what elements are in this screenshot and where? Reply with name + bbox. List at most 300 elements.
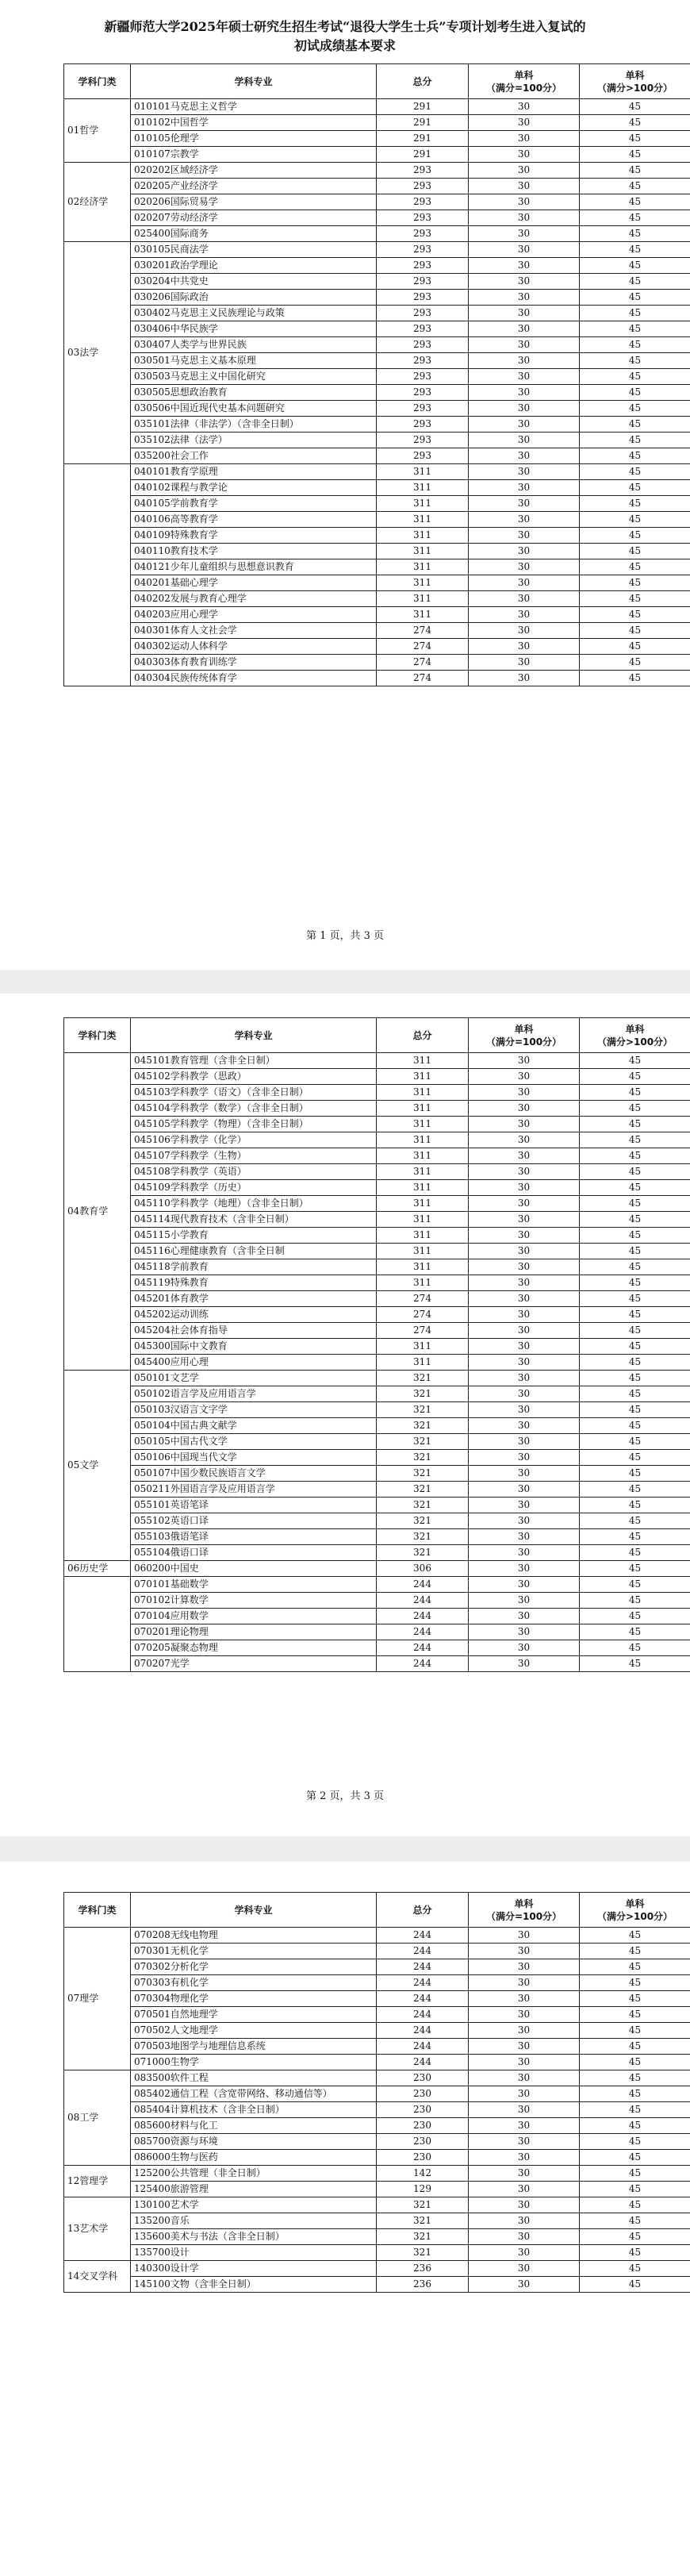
table-row xyxy=(64,1275,690,1291)
total-score-cell: 311 xyxy=(377,1259,469,1275)
category-cell: 05文学 xyxy=(64,1371,131,1561)
total-score-cell: 293 xyxy=(377,433,469,448)
table-row xyxy=(64,2166,690,2182)
total-score-cell: 311 xyxy=(377,1069,469,1085)
major-cell: 045109学科教学（历史） xyxy=(131,1180,377,1196)
header-single-over-100-sub: （满分>100分） xyxy=(596,82,673,94)
major-cell: 040105学前教育学 xyxy=(131,496,377,512)
header-major: 学科专业 xyxy=(131,64,377,99)
single-over-100-score-cell: 45 xyxy=(580,1434,690,1450)
single-over-100-score-cell: 45 xyxy=(580,147,690,163)
table-row xyxy=(64,1991,690,2007)
table-row xyxy=(64,1069,690,1085)
total-score-cell: 311 xyxy=(377,1164,469,1180)
single-100-score-cell: 30 xyxy=(469,2039,580,2055)
single-over-100-score-cell: 45 xyxy=(580,2039,690,2055)
total-score-cell: 311 xyxy=(377,1117,469,1132)
total-score-cell: 293 xyxy=(377,194,469,210)
major-cell: 140300设计学 xyxy=(131,2261,377,2277)
total-score-cell: 311 xyxy=(377,1339,469,1355)
major-cell: 045202运动训练 xyxy=(131,1307,377,1323)
single-100-score-cell: 30 xyxy=(469,1085,580,1101)
major-cell: 045116心理健康教育（含非全日制 xyxy=(131,1244,377,1259)
single-over-100-score-cell: 45 xyxy=(580,448,690,464)
major-cell: 040121少年儿童组织与思想意识教育 xyxy=(131,559,377,575)
total-score-cell: 306 xyxy=(377,1561,469,1577)
table-row xyxy=(64,1148,690,1164)
major-cell: 010102中国哲学 xyxy=(131,115,377,131)
table-row xyxy=(64,1450,690,1466)
single-100-score-cell: 30 xyxy=(469,1513,580,1529)
major-cell: 050106中国现当代文学 xyxy=(131,1450,377,1466)
single-over-100-score-cell: 45 xyxy=(580,1561,690,1577)
total-score-cell: 321 xyxy=(377,2245,469,2261)
major-cell: 035101法律（非法学）（含非全日制） xyxy=(131,417,377,433)
single-over-100-score-cell: 45 xyxy=(580,1307,690,1323)
header-single-100-sub: （满分=100分） xyxy=(485,82,562,94)
category-cell xyxy=(64,1577,131,1672)
total-score-cell: 311 xyxy=(377,1101,469,1117)
total-score-cell: 311 xyxy=(377,575,469,591)
major-cell: 135600美术与书法（含非全日制） xyxy=(131,2229,377,2245)
major-cell: 045119特殊教育 xyxy=(131,1275,377,1291)
header-single-over-100-label: 单科 xyxy=(625,1897,645,1909)
single-over-100-score-cell: 45 xyxy=(580,1466,690,1482)
header-single-over-100-label: 单科 xyxy=(625,69,645,81)
major-cell: 050101文艺学 xyxy=(131,1371,377,1386)
major-cell: 030204中共党史 xyxy=(131,274,377,290)
major-cell: 030201政治学理论 xyxy=(131,258,377,274)
major-cell: 040110教育技术学 xyxy=(131,544,377,559)
major-cell: 045110学科教学（地理）（含非全日制） xyxy=(131,1196,377,1212)
single-100-score-cell: 30 xyxy=(469,2070,580,2086)
table-row xyxy=(64,401,690,417)
total-score-cell: 274 xyxy=(377,655,469,671)
major-cell: 040304民族传统体育学 xyxy=(131,671,377,686)
table-row xyxy=(64,607,690,623)
total-score-cell: 321 xyxy=(377,1529,469,1545)
total-score-cell: 311 xyxy=(377,1053,469,1069)
header-single-over-100 xyxy=(580,64,690,99)
table-row xyxy=(64,1386,690,1402)
single-100-score-cell: 30 xyxy=(469,2213,580,2229)
category-cell: 14交叉学科 xyxy=(64,2261,131,2293)
table-row xyxy=(64,1482,690,1498)
total-score-cell: 244 xyxy=(377,1624,469,1640)
table-row xyxy=(64,1975,690,1991)
total-score-cell: 230 xyxy=(377,2086,469,2102)
table-row xyxy=(64,2039,690,2055)
total-score-cell: 230 xyxy=(377,2070,469,2086)
single-100-score-cell: 30 xyxy=(469,496,580,512)
single-over-100-score-cell: 45 xyxy=(580,163,690,179)
single-over-100-score-cell: 45 xyxy=(580,290,690,306)
table-row xyxy=(64,1259,690,1275)
single-over-100-score-cell: 45 xyxy=(580,2150,690,2166)
table-row xyxy=(64,464,690,480)
table-row xyxy=(64,1244,690,1259)
single-100-score-cell: 30 xyxy=(469,2023,580,2039)
major-cell: 030105民商法学 xyxy=(131,242,377,258)
major-cell: 070502人文地理学 xyxy=(131,2023,377,2039)
total-score-cell: 311 xyxy=(377,1085,469,1101)
table-row xyxy=(64,1132,690,1148)
single-100-score-cell: 30 xyxy=(469,1466,580,1482)
table-row xyxy=(64,655,690,671)
single-100-score-cell: 30 xyxy=(469,1402,580,1418)
single-100-score-cell: 30 xyxy=(469,369,580,385)
total-score-cell: 244 xyxy=(377,2023,469,2039)
major-cell: 030506中国近现代史基本问题研究 xyxy=(131,401,377,417)
table-row xyxy=(64,1164,690,1180)
single-over-100-score-cell: 45 xyxy=(580,1975,690,1991)
total-score-cell: 244 xyxy=(377,1928,469,1944)
single-over-100-score-cell: 45 xyxy=(580,1944,690,1959)
total-score-cell: 311 xyxy=(377,1132,469,1148)
major-cell: 045114现代教育技术（含非全日制） xyxy=(131,1212,377,1228)
table-row xyxy=(64,2118,690,2134)
major-cell: 030206国际政治 xyxy=(131,290,377,306)
table-header-row xyxy=(64,1018,690,1053)
single-over-100-score-cell: 45 xyxy=(580,1244,690,1259)
table-row xyxy=(64,433,690,448)
major-cell: 060200中国史 xyxy=(131,1561,377,1577)
single-over-100-score-cell: 45 xyxy=(580,2213,690,2229)
table-row xyxy=(64,321,690,337)
major-cell: 045103学科教学（语文）（含非全日制） xyxy=(131,1085,377,1101)
table-row xyxy=(64,1053,690,1069)
single-over-100-score-cell: 45 xyxy=(580,1450,690,1466)
major-cell: 045104学科教学（数学）（含非全日制） xyxy=(131,1101,377,1117)
table-row xyxy=(64,544,690,559)
major-cell: 020202区域经济学 xyxy=(131,163,377,179)
table-row xyxy=(64,1561,690,1577)
single-100-score-cell: 30 xyxy=(469,1307,580,1323)
single-over-100-score-cell: 45 xyxy=(580,1624,690,1640)
single-over-100-score-cell: 45 xyxy=(580,1196,690,1212)
single-over-100-score-cell: 45 xyxy=(580,1053,690,1069)
total-score-cell: 244 xyxy=(377,1609,469,1624)
total-score-cell: 244 xyxy=(377,2039,469,2055)
total-score-cell: 293 xyxy=(377,337,469,353)
single-over-100-score-cell: 45 xyxy=(580,417,690,433)
single-100-score-cell: 30 xyxy=(469,1291,580,1307)
single-over-100-score-cell: 45 xyxy=(580,210,690,226)
document-title xyxy=(0,17,690,56)
single-100-score-cell: 30 xyxy=(469,2245,580,2261)
single-over-100-score-cell: 45 xyxy=(580,1577,690,1593)
total-score-cell: 321 xyxy=(377,1386,469,1402)
header-single-100-label: 单科 xyxy=(514,69,534,81)
table-row xyxy=(64,1196,690,1212)
major-cell: 045107学科教学（生物） xyxy=(131,1148,377,1164)
total-score-cell: 311 xyxy=(377,1275,469,1291)
category-cell: 02经济学 xyxy=(64,163,131,242)
single-over-100-score-cell: 45 xyxy=(580,179,690,194)
single-over-100-score-cell: 45 xyxy=(580,369,690,385)
table-row xyxy=(64,353,690,369)
table-row xyxy=(64,1212,690,1228)
single-100-score-cell: 30 xyxy=(469,337,580,353)
table-row xyxy=(64,163,690,179)
single-100-score-cell: 30 xyxy=(469,1180,580,1196)
total-score-cell: 230 xyxy=(377,2102,469,2118)
single-100-score-cell: 30 xyxy=(469,1339,580,1355)
single-100-score-cell: 30 xyxy=(469,1355,580,1371)
total-score-cell: 293 xyxy=(377,385,469,401)
single-100-score-cell: 30 xyxy=(469,1975,580,1991)
single-over-100-score-cell: 45 xyxy=(580,433,690,448)
single-100-score-cell: 30 xyxy=(469,1259,580,1275)
total-score-cell: 244 xyxy=(377,1593,469,1609)
header-major: 学科专业 xyxy=(131,1018,377,1053)
single-over-100-score-cell: 45 xyxy=(580,544,690,559)
table-row xyxy=(64,1959,690,1975)
table-row xyxy=(64,2134,690,2150)
single-over-100-score-cell: 45 xyxy=(580,131,690,147)
major-cell: 050211外国语言学及应用语言学 xyxy=(131,1482,377,1498)
table-row xyxy=(64,1085,690,1101)
total-score-cell: 293 xyxy=(377,163,469,179)
single-100-score-cell: 30 xyxy=(469,274,580,290)
major-cell: 070303有机化学 xyxy=(131,1975,377,1991)
single-over-100-score-cell: 45 xyxy=(580,2229,690,2245)
single-100-score-cell: 30 xyxy=(469,258,580,274)
single-100-score-cell: 30 xyxy=(469,559,580,575)
major-cell: 045300国际中文教育 xyxy=(131,1339,377,1355)
single-100-score-cell: 30 xyxy=(469,2229,580,2245)
single-100-score-cell: 30 xyxy=(469,115,580,131)
table-row xyxy=(64,496,690,512)
table-header-row xyxy=(64,64,690,99)
major-cell: 040202发展与教育心理学 xyxy=(131,591,377,607)
total-score-cell: 274 xyxy=(377,1291,469,1307)
table-row xyxy=(64,1656,690,1672)
single-100-score-cell: 30 xyxy=(469,544,580,559)
single-over-100-score-cell: 45 xyxy=(580,2118,690,2134)
major-cell: 040303体育教育训练学 xyxy=(131,655,377,671)
single-over-100-score-cell: 45 xyxy=(580,1545,690,1561)
total-score-cell: 244 xyxy=(377,1656,469,1672)
major-cell: 030402马克思主义民族理论与政策 xyxy=(131,306,377,321)
table-row xyxy=(64,2182,690,2197)
total-score-cell: 311 xyxy=(377,1355,469,1371)
table-row xyxy=(64,2229,690,2245)
single-over-100-score-cell: 45 xyxy=(580,2182,690,2197)
single-100-score-cell: 30 xyxy=(469,480,580,496)
table-row xyxy=(64,1434,690,1450)
single-over-100-score-cell: 45 xyxy=(580,1228,690,1244)
single-100-score-cell: 30 xyxy=(469,1164,580,1180)
single-100-score-cell: 30 xyxy=(469,2055,580,2070)
table-row xyxy=(64,2102,690,2118)
single-100-score-cell: 30 xyxy=(469,433,580,448)
single-over-100-score-cell: 45 xyxy=(580,306,690,321)
major-cell: 020205产业经济学 xyxy=(131,179,377,194)
single-over-100-score-cell: 45 xyxy=(580,1482,690,1498)
single-over-100-score-cell: 45 xyxy=(580,1513,690,1529)
total-score-cell: 236 xyxy=(377,2277,469,2293)
total-score-cell: 293 xyxy=(377,226,469,242)
major-cell: 070503地图学与地理信息系统 xyxy=(131,2039,377,2055)
category-cell: 12管理学 xyxy=(64,2166,131,2197)
single-over-100-score-cell: 45 xyxy=(580,353,690,369)
total-score-cell: 293 xyxy=(377,401,469,417)
table-row xyxy=(64,1609,690,1624)
total-score-cell: 291 xyxy=(377,147,469,163)
single-over-100-score-cell: 45 xyxy=(580,1085,690,1101)
table-row xyxy=(64,591,690,607)
total-score-cell: 244 xyxy=(377,2007,469,2023)
total-score-cell: 244 xyxy=(377,1975,469,1991)
category-cell: 04教育学 xyxy=(64,1053,131,1371)
table-row xyxy=(64,194,690,210)
major-cell: 130100艺术学 xyxy=(131,2197,377,2213)
single-100-score-cell: 30 xyxy=(469,512,580,528)
major-cell: 055102英语口译 xyxy=(131,1513,377,1529)
category-cell: 01哲学 xyxy=(64,99,131,163)
total-score-cell: 291 xyxy=(377,131,469,147)
document-page-1 xyxy=(0,0,690,970)
single-over-100-score-cell: 45 xyxy=(580,464,690,480)
total-score-cell: 274 xyxy=(377,671,469,686)
table-row xyxy=(64,575,690,591)
major-cell: 040201基础心理学 xyxy=(131,575,377,591)
table-row xyxy=(64,417,690,433)
category-cell xyxy=(64,464,131,686)
major-cell: 045204社会体育指导 xyxy=(131,1323,377,1339)
major-cell: 050104中国古典文献学 xyxy=(131,1418,377,1434)
total-score-cell: 321 xyxy=(377,1513,469,1529)
single-over-100-score-cell: 45 xyxy=(580,115,690,131)
table-row xyxy=(64,2245,690,2261)
single-over-100-score-cell: 45 xyxy=(580,575,690,591)
total-score-cell: 311 xyxy=(377,1244,469,1259)
major-cell: 070301无机化学 xyxy=(131,1944,377,1959)
single-100-score-cell: 30 xyxy=(469,417,580,433)
single-over-100-score-cell: 45 xyxy=(580,401,690,417)
document-page-3 xyxy=(0,1862,690,2576)
single-100-score-cell: 30 xyxy=(469,163,580,179)
single-100-score-cell: 30 xyxy=(469,607,580,623)
single-over-100-score-cell: 45 xyxy=(580,528,690,544)
table-row xyxy=(64,274,690,290)
single-100-score-cell: 30 xyxy=(469,639,580,655)
table-row xyxy=(64,528,690,544)
major-cell: 020207劳动经济学 xyxy=(131,210,377,226)
total-score-cell: 142 xyxy=(377,2166,469,2182)
total-score-cell: 244 xyxy=(377,1959,469,1975)
header-single-100 xyxy=(469,64,580,99)
single-100-score-cell: 30 xyxy=(469,226,580,242)
single-over-100-score-cell: 45 xyxy=(580,1180,690,1196)
major-cell: 040101教育学原理 xyxy=(131,464,377,480)
single-100-score-cell: 30 xyxy=(469,1244,580,1259)
single-100-score-cell: 30 xyxy=(469,1196,580,1212)
single-over-100-score-cell: 45 xyxy=(580,1339,690,1355)
single-100-score-cell: 30 xyxy=(469,401,580,417)
single-100-score-cell: 30 xyxy=(469,1450,580,1466)
table-row xyxy=(64,559,690,575)
major-cell: 085700资源与环境 xyxy=(131,2134,377,2150)
major-cell: 035102法律（法学） xyxy=(131,433,377,448)
total-score-cell: 311 xyxy=(377,607,469,623)
single-over-100-score-cell: 45 xyxy=(580,1593,690,1609)
table-row xyxy=(64,1498,690,1513)
single-100-score-cell: 30 xyxy=(469,147,580,163)
total-score-cell: 244 xyxy=(377,1944,469,1959)
single-over-100-score-cell: 45 xyxy=(580,2023,690,2039)
table-row xyxy=(64,639,690,655)
major-cell: 045400应用心理 xyxy=(131,1355,377,1371)
table-row xyxy=(64,369,690,385)
single-over-100-score-cell: 45 xyxy=(580,671,690,686)
major-cell: 030406中华民族学 xyxy=(131,321,377,337)
major-cell: 085404计算机技术（含非全日制） xyxy=(131,2102,377,2118)
table-row xyxy=(64,1355,690,1371)
title-line-2: 初试成绩基本要求 xyxy=(293,38,396,53)
major-cell: 070207光学 xyxy=(131,1656,377,1672)
total-score-cell: 321 xyxy=(377,1434,469,1450)
single-100-score-cell: 30 xyxy=(469,2182,580,2197)
major-cell: 070104应用数学 xyxy=(131,1609,377,1624)
single-100-score-cell: 30 xyxy=(469,1148,580,1164)
major-cell: 045101教育管理（含非全日制） xyxy=(131,1053,377,1069)
total-score-cell: 230 xyxy=(377,2134,469,2150)
table-row xyxy=(64,2055,690,2070)
total-score-cell: 293 xyxy=(377,448,469,464)
single-over-100-score-cell: 45 xyxy=(580,226,690,242)
total-score-cell: 274 xyxy=(377,1307,469,1323)
single-over-100-score-cell: 45 xyxy=(580,2197,690,2213)
table-row xyxy=(64,337,690,353)
single-100-score-cell: 30 xyxy=(469,2118,580,2134)
single-over-100-score-cell: 45 xyxy=(580,639,690,655)
single-100-score-cell: 30 xyxy=(469,306,580,321)
single-100-score-cell: 30 xyxy=(469,290,580,306)
single-100-score-cell: 30 xyxy=(469,1577,580,1593)
single-over-100-score-cell: 45 xyxy=(580,2261,690,2277)
table-row xyxy=(64,242,690,258)
total-score-cell: 311 xyxy=(377,1212,469,1228)
single-over-100-score-cell: 45 xyxy=(580,480,690,496)
single-over-100-score-cell: 45 xyxy=(580,99,690,115)
major-cell: 135200音乐 xyxy=(131,2213,377,2229)
major-cell: 045105学科教学（物理）（含非全日制） xyxy=(131,1117,377,1132)
header-single-over-100-sub: （满分>100分） xyxy=(596,1910,673,1922)
single-over-100-score-cell: 45 xyxy=(580,1101,690,1117)
header-single-over-100 xyxy=(580,1893,690,1928)
table-row xyxy=(64,385,690,401)
single-over-100-score-cell: 45 xyxy=(580,385,690,401)
single-over-100-score-cell: 45 xyxy=(580,1402,690,1418)
major-cell: 070205凝聚态物理 xyxy=(131,1640,377,1656)
single-over-100-score-cell: 45 xyxy=(580,1991,690,2007)
total-score-cell: 311 xyxy=(377,559,469,575)
total-score-cell: 321 xyxy=(377,2213,469,2229)
single-100-score-cell: 30 xyxy=(469,1418,580,1434)
major-cell: 030505思想政治教育 xyxy=(131,385,377,401)
table-row xyxy=(64,147,690,163)
table-row xyxy=(64,1418,690,1434)
major-cell: 070302分析化学 xyxy=(131,1959,377,1975)
single-100-score-cell: 30 xyxy=(469,353,580,369)
single-over-100-score-cell: 45 xyxy=(580,337,690,353)
table-header-row xyxy=(64,1893,690,1928)
table-row xyxy=(64,1339,690,1355)
major-cell: 055104俄语口译 xyxy=(131,1545,377,1561)
single-100-score-cell: 30 xyxy=(469,2277,580,2293)
